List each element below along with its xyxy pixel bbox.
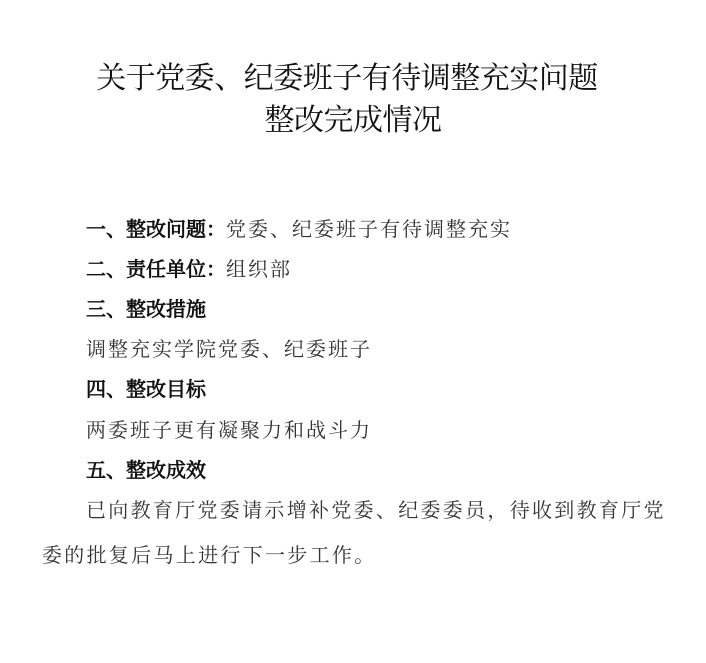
section-problem-label: 一、整改问题：	[86, 217, 226, 241]
section-responsible-unit	[86, 259, 292, 279]
section-goals-heading: 四、整改目标	[86, 377, 206, 401]
document-title-line-1: 关于党委、纪委班子有待调整充实问题	[96, 61, 598, 96]
section-responsible-unit-value: 组织部	[226, 257, 292, 281]
section-problem-value: 党委、纪委班子有待调整充实	[226, 217, 512, 241]
section-measures-body: 调整充实学院党委、纪委班子	[86, 337, 372, 361]
section-results-body-line-2: 委的批复后马上进行下一步工作。	[42, 543, 377, 567]
section-results-heading: 五、整改成效	[86, 458, 206, 482]
section-responsible-unit-label: 二、责任单位：	[86, 257, 226, 281]
section-goals-body: 两委班子更有凝聚力和战斗力	[86, 418, 372, 442]
document-title-line-2: 整改完成情况	[264, 103, 442, 138]
section-problem	[86, 219, 512, 239]
section-results-body-line-1: 已向教育厅党委请示增补党委、纪委委员，待收到教育厅党	[86, 498, 666, 522]
section-measures-heading: 三、整改措施	[86, 297, 206, 321]
